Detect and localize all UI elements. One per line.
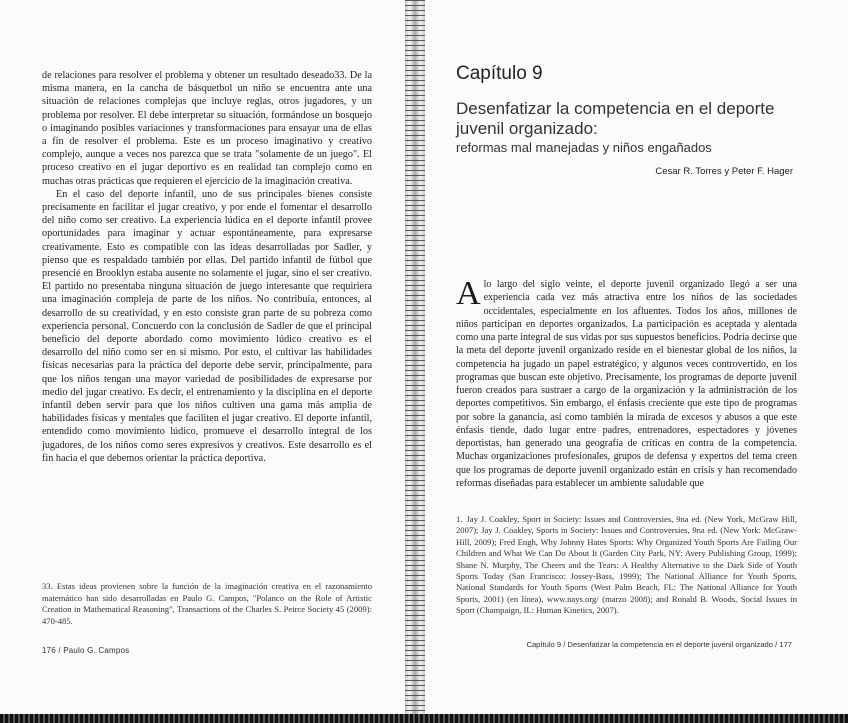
chapter-body-text xyxy=(456,275,797,490)
left-paragraph: En el caso del deporte infantil, uno de sus principales bienes consiste precisamente en facilitar el jugar creativo, y por ende el fomentar el desarrollo del niño como ser creativo. La experiencia lúdica en el deporte infantil provee oportunidades para imaginar y actuar espontáneamente, para expresarse creativamente. Esto es compatible con las ideas desarrolladas por Sadler, y pienso que es respaldado también por ellas. Del partido infantil de fútbol que presencié en Brooklyn estaba ausente no solamente el jugar, sino el ser creativo. El partido no presentaba ninguna situación de juego interesante que requiriera una imaginación compleja de parte de los niños. No contribuía, entonces, al desarrollo de su creatividad, y en esto consiste gran parte de su pobreza como experiencia personal. Concuerdo con la conclusión de Sadler de que el principal beneficio del deporte abordado como movimiento lúdico creativo es el desarrollo del niño como ser en sí mismo. Por esto, el cultivar las habilidades físicas necesarias para la práctica del deporte debe servir, principalmente, para que los niños tengan una mayor variedad de posibilidades de expresarse por medio del jugar creativo. Es decir, el entrenamiento y la disciplina en el deporte infantil deben servir para que los niños cultiven una gama más amplia de habilidades físicas y mentales que faciliten el jugar creativo. El deporte infantil, entendido como movimiento lúdico, promueve el desarrollo integral de los jugadores, de los niños como seres expresivos y creativos. Este desarrollo es el fin hacia el que debemos orientar la práctica deportiva. xyxy=(42,188,372,464)
left-footnote: 33. Estas ideas provienen sobre la función de la imaginación creativa en el razonamiento matemático han sido desarrolladas en Paulo G. Campos, "Polanco on the Role of Artistic Creation in Mathematical Reasoning", Transactions of the Charles S. Peirce Society 45 (2009): 470-485. xyxy=(42,581,372,626)
left-body-text xyxy=(42,69,372,465)
footnote-text: Jay J. Coakley, Sport in Society: Issues and Controversies, 9na ed. (New York, McGraw Hill, 2007); Jay J. Coakley, Sports in Society: Issues and Controversies, 9na ed. (New York: McGraw-Hill, 2009); Fred Engh, Why Johnny Hates Sports: Why Organized Youth Sports Are Failing Our Children and What We Can Do About It (Garden City Park, NY: Avery Publishing Group, 1999); Shane N. Murphy, The Cheers and the Tears: A Healthy Alternative to the Dark Side of Youth Sports Today (San Francisco: Jossey-Bass, 1999); The National Alliance for Youth Sports, National Standards for Youth Sports (West Palm Beach, FL: The National Alliance for Youth Sports, 2001) (en línea), www.nays.org/ (marzo 2008); and Ronald B. Woods, Social Issues in Sport (Champaign, IL: Human Kinetics, 2007). xyxy=(456,514,797,616)
right-footnote xyxy=(456,514,797,617)
drop-cap: A xyxy=(456,275,481,312)
chapter-body-paragraph: lo largo del siglo veinte, el deporte juvenil organizado llegó a ser una experiencia cada vez más atractiva entre los niños de las sociedades occidentales, especialmente en los afluentes. Todos los años, millones de niños participan en deportes organizados. La participación es aceptada y alentada como una parte integral de sus vidas por sus supuestos beneficios. Podría decirse que la meta del deporte juvenil organizado reside en el bienestar global de los niños, la competencia ha jugado un papel estratégico, y algunos veces controvertido, en los programas que buscan este objetivo. Precisamente, los programas de deporte juvenil fueron creados para sustraer a cargo de la organización y la administración de los deportes competitivos. Sin embargo, el énfasis creciente que este tipo de programas por sobre la ganancia, así como también la mirada de excesos y abusos a que este énfasis tiende, dado lugar entre padres, entrenadores, espectadores y jóvenes deportistas, han generado una geografía de críticas en contra de la competencia. Muchas organizaciones profesionales, grupos de defensa y expertos del tema creen que los programas de deporte juvenil organizado están en crisis y han recomendado reformas diseñadas para establecer un ambiente saludable que xyxy=(456,279,797,489)
chapter-subtitle: reformas mal manejadas y niños engañados xyxy=(456,140,712,155)
scan-edge xyxy=(0,714,848,723)
chapter-label: Capítulo 9 xyxy=(456,63,543,84)
right-folio: Capítulo 9 / Desenfatizar la competencia en el deporte juvenil organizado / 177 xyxy=(526,640,792,649)
left-paragraph: de relaciones para resolver el problema y obtener un resultado deseado33. De la misma manera, en la cancha de básquetbol un niño se encuentra ante una situación de relaciones complejas que incluye reglas, otros jugadores, y un problema por resolver. El debe interpretar su situación, formándose un bosquejo o imaginando posibles variaciones y transformaciones para ensayar una de ellas a fin de resolver el problema. Este es un proceso imaginativo y creativo complejo, aunque a veces nos parezca que se trata "solamente de un juego". El proceso creativo en el jugar deportivo es en realidad tan complejo como en muchas otras prácticas que requieren el ejercicio de la imaginación creativa. xyxy=(42,70,372,187)
footnote-number: 1. xyxy=(456,514,463,524)
chapter-authors: Cesar R. Torres y Peter F. Hager xyxy=(655,166,793,177)
left-page xyxy=(0,0,405,715)
left-folio: 176 / Paulo G. Campos xyxy=(42,646,130,655)
chapter-title: Desenfatizar la competencia en el deporte juvenil organizado: xyxy=(456,99,775,138)
book-gutter xyxy=(405,0,425,723)
